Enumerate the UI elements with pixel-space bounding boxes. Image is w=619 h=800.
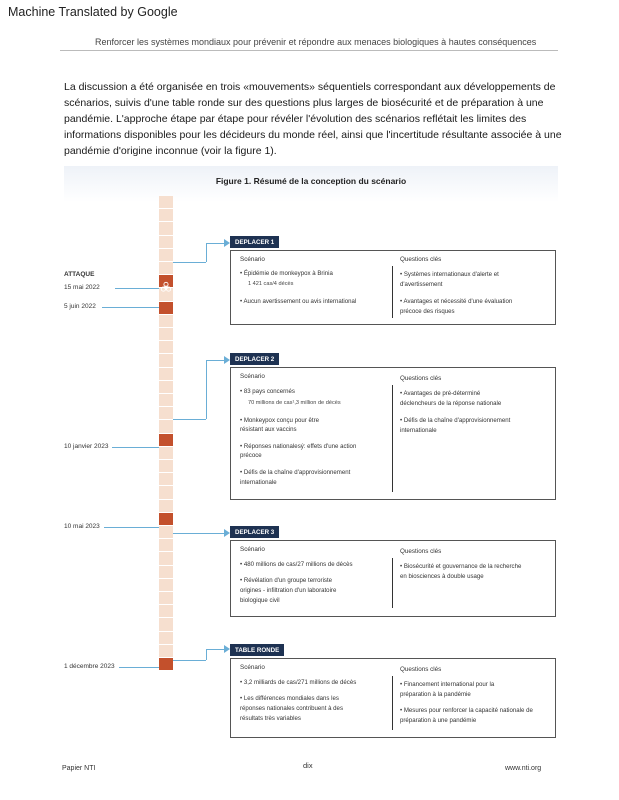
scenario-item: • Monkeypox conçu pour être (240, 417, 320, 424)
connector-line (173, 660, 206, 661)
scenario-subitem: 1 421 cas/4 décès (248, 281, 294, 287)
scenario-item: précoce (240, 452, 262, 459)
column-divider (392, 385, 393, 492)
column-divider (392, 676, 393, 730)
connector-line (173, 262, 206, 263)
question-item: • Avantages de pré-déterminé (400, 390, 481, 397)
scenario-item: biologique civil (240, 597, 280, 604)
timeline-segment (159, 473, 173, 486)
scenario-item: • 480 millions de cas/27 millions de décès (240, 561, 353, 568)
connector-line (206, 243, 224, 244)
timeline-marker (159, 513, 173, 526)
timeline-segment (159, 645, 173, 658)
scenario-item: origines - infiltration d'un laboratoire (240, 587, 337, 594)
timeline-segment (159, 420, 173, 433)
timeline-segment (159, 394, 173, 407)
timeline-segment (159, 552, 173, 565)
scenario-heading: Scénario (240, 256, 265, 263)
column-divider (392, 266, 393, 318)
connector-line (206, 360, 224, 361)
scenario-item: • 3,2 milliards de cas/271 millions de décès (240, 679, 357, 686)
timeline-segment (159, 592, 173, 605)
question-item: en biosciences à double usage (400, 573, 484, 580)
question-item: déclencheurs de la réponse nationale (400, 400, 502, 407)
page-number: dix (303, 761, 313, 770)
timeline-segment (159, 262, 173, 275)
scenario-item: résistant aux vaccins (240, 426, 297, 433)
timeline-segment (159, 632, 173, 645)
date-leader-line (104, 527, 159, 528)
date-label: 5 juin 2022 (64, 303, 96, 310)
scenario-heading: Scénario (240, 373, 265, 380)
scenario-item: • Les différences mondiales dans les (240, 695, 339, 702)
date-label: 10 mai 2023 (64, 523, 100, 530)
connector-line (206, 243, 207, 262)
timeline-segment (159, 566, 173, 579)
questions-heading: Questions clés (400, 548, 442, 555)
figure-title: Figure 1. Résumé de la conception du scénario (215, 176, 407, 186)
footer-url: www.nti.org (505, 765, 542, 772)
scenario-item: résultats très variables (240, 715, 301, 722)
date-label: 1 décembre 2023 (64, 663, 115, 670)
timeline-segment (159, 579, 173, 592)
move-3-tag: DEPLACER 3 (230, 526, 279, 538)
scenario-item: • Réponses nationalesý: effets d'une action (240, 443, 357, 450)
question-item: • Biosécurité et gouvernance de la recherche (400, 563, 522, 570)
question-item: précoce des risques (400, 308, 455, 315)
question-item: • Avantages et nécessité d'une évaluation (400, 298, 513, 305)
column-divider (392, 558, 393, 608)
timeline-marker (159, 658, 173, 671)
timeline-segment (159, 222, 173, 235)
running-header: Renforcer les systèmes mondiaux pour prévenir et répondre aux menaces biologiques à hautes conséquences (95, 37, 537, 47)
timeline-segment (159, 500, 173, 513)
header-rule (60, 50, 558, 51)
question-item: • Mesures pour renforcer la capacité nationale de (400, 707, 533, 714)
timeline-segment (159, 381, 173, 394)
timeline-marker (159, 434, 173, 447)
questions-heading: Questions clés (400, 375, 442, 382)
question-item: internationale (400, 427, 437, 434)
intro-paragraph: La discussion a été organisée en trois «mouvements» séquentiels correspondant aux développements de scénarios, suivis d'une table ronde sur des questions plus larges de biosécurité et de préparation à une pandémie. L'approche étape par étape pour révéler l'évolution des scénarios reflétait les limites des informations disponibles pour les décideurs du monde réel, ainsi que l'incertitude résultante associée à une pandémie d'origine inconnue (voir la figure 1). (64, 81, 562, 157)
scenario-item: • Aucun avertissement ou avis international (240, 298, 357, 305)
move-1-tag: DEPLACER 1 (230, 236, 279, 248)
question-item: préparation à une pandémie (400, 717, 477, 724)
scenario-heading: Scénario (240, 546, 265, 553)
scenario-subitem: 70 millions de cas¹,3 million de décès (248, 400, 341, 406)
question-item: d'avertissement (400, 281, 443, 288)
move-2-tag: DEPLACER 2 (230, 353, 279, 365)
connector-line (206, 360, 207, 419)
questions-heading: Questions clés (400, 256, 442, 263)
timeline-marker (159, 302, 173, 315)
date-leader-line (119, 667, 159, 668)
timeline-segment (159, 486, 173, 499)
date-leader-line (112, 447, 159, 448)
question-item: • Systèmes internationaux d'alerte et (400, 271, 499, 278)
footer-left: Papier NTI (62, 765, 96, 772)
timeline-segment (159, 196, 173, 209)
timeline-segment (159, 368, 173, 381)
timeline-segment (159, 618, 173, 631)
timeline-segment (159, 249, 173, 262)
timeline-segment (159, 407, 173, 420)
roundtable-tag: TABLE RONDE (230, 644, 284, 656)
question-item: • Défis de la chaîne d'approvisionnement (400, 417, 511, 424)
date-leader-line (115, 288, 159, 289)
connector-line (206, 649, 224, 650)
connector-line (173, 419, 206, 420)
scenario-item: internationale (240, 479, 277, 486)
timeline-segment (159, 539, 173, 552)
timeline-segment (159, 354, 173, 367)
question-item: préparation à la pandémie (400, 691, 471, 698)
timeline-segment (159, 341, 173, 354)
scenario-heading: Scénario (240, 664, 265, 671)
timeline-segment (159, 460, 173, 473)
timeline-segment (159, 447, 173, 460)
date-label: 15 mai 2022 (64, 284, 100, 291)
date-leader-line (102, 307, 159, 308)
biohazard-icon (159, 281, 173, 294)
questions-heading: Questions clés (400, 666, 442, 673)
connector-line (173, 533, 224, 534)
timeline-segment (159, 605, 173, 618)
timeline-segment (159, 315, 173, 328)
date-label: 10 janvier 2023 (64, 443, 109, 450)
scenario-item: réponses nationales contribuent à des (240, 705, 343, 712)
timeline-segment (159, 526, 173, 539)
connector-line (206, 649, 207, 660)
timeline-segment (159, 209, 173, 222)
scenario-item: • Défis de la chaîne d'approvisionnement (240, 469, 351, 476)
scenario-item: • Épidémie de monkeypox à Brinia (240, 270, 333, 277)
scenario-item: • 83 pays concernés (240, 388, 295, 395)
scenario-item: • Révélation d'un groupe terroriste (240, 577, 333, 584)
attack-label: ATTAQUE (64, 271, 95, 278)
machine-translation-banner: Machine Translated by Google (8, 5, 178, 19)
timeline-segment (159, 236, 173, 249)
question-item: • Financement international pour la (400, 681, 495, 688)
timeline-segment (159, 328, 173, 341)
